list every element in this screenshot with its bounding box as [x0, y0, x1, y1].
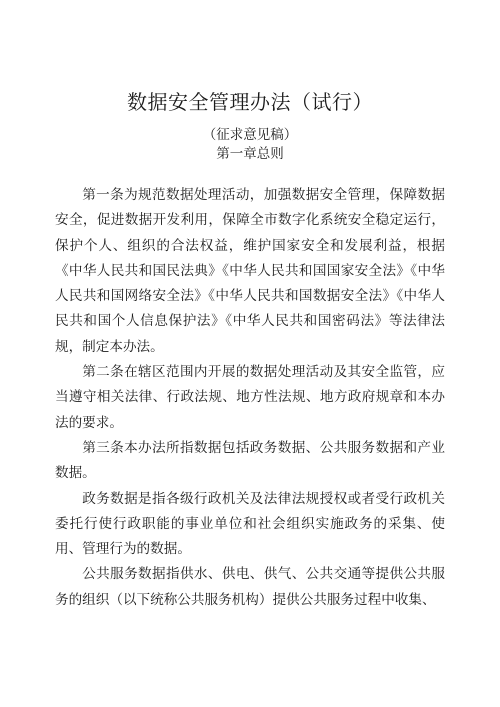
paragraph-article-2: 第二条在辖区范围内开展的数据处理活动及其安全监管，应当遵守相关法律、行政法规、地方性法规、地方政府规章和本办法的要求。: [55, 364, 445, 431]
paragraph-government-data: 政务数据是指各级行政机关及法律法规授权或者受行政机关委托行使行政职能的事业单位和社会组织实施政务的采集、使用、管理行为的数据。: [55, 490, 445, 558]
chapter-heading: 第一章总则: [216, 146, 284, 162]
paragraph-public-service-data: 公共服务数据指供水、供电、供气、公共交通等提供公共服务的组织（以下统称公共服务机构）提供公共服务过程中收集、: [55, 566, 445, 608]
paragraph-article-1: 第一条为规范数据处理活动，加强数据安全管理，保障数据安全，促进数据开发利用，保障全市数字化系统安全稳定运行，保护个人、组织的合法权益，维护国家安全和发展利益，根据《中华人民共和国民法典》《中华人民共和国国家安全法》《中华人民共和国网络安全法》《中华人民共和国数据安全法》《中华人民共和国个人信息保护法》《中华人民共和国密码法》等法律法规，制定本办法。: [55, 187, 445, 355]
document-body: [55, 183, 445, 613]
paragraph-article-3: 第三条本办法所指数据包括政务数据、公共服务数据和产业数据。: [55, 439, 445, 482]
document-subtitle: （征求意见稿）: [202, 127, 298, 143]
document-title: 数据安全管理办法（试行）: [127, 90, 373, 114]
